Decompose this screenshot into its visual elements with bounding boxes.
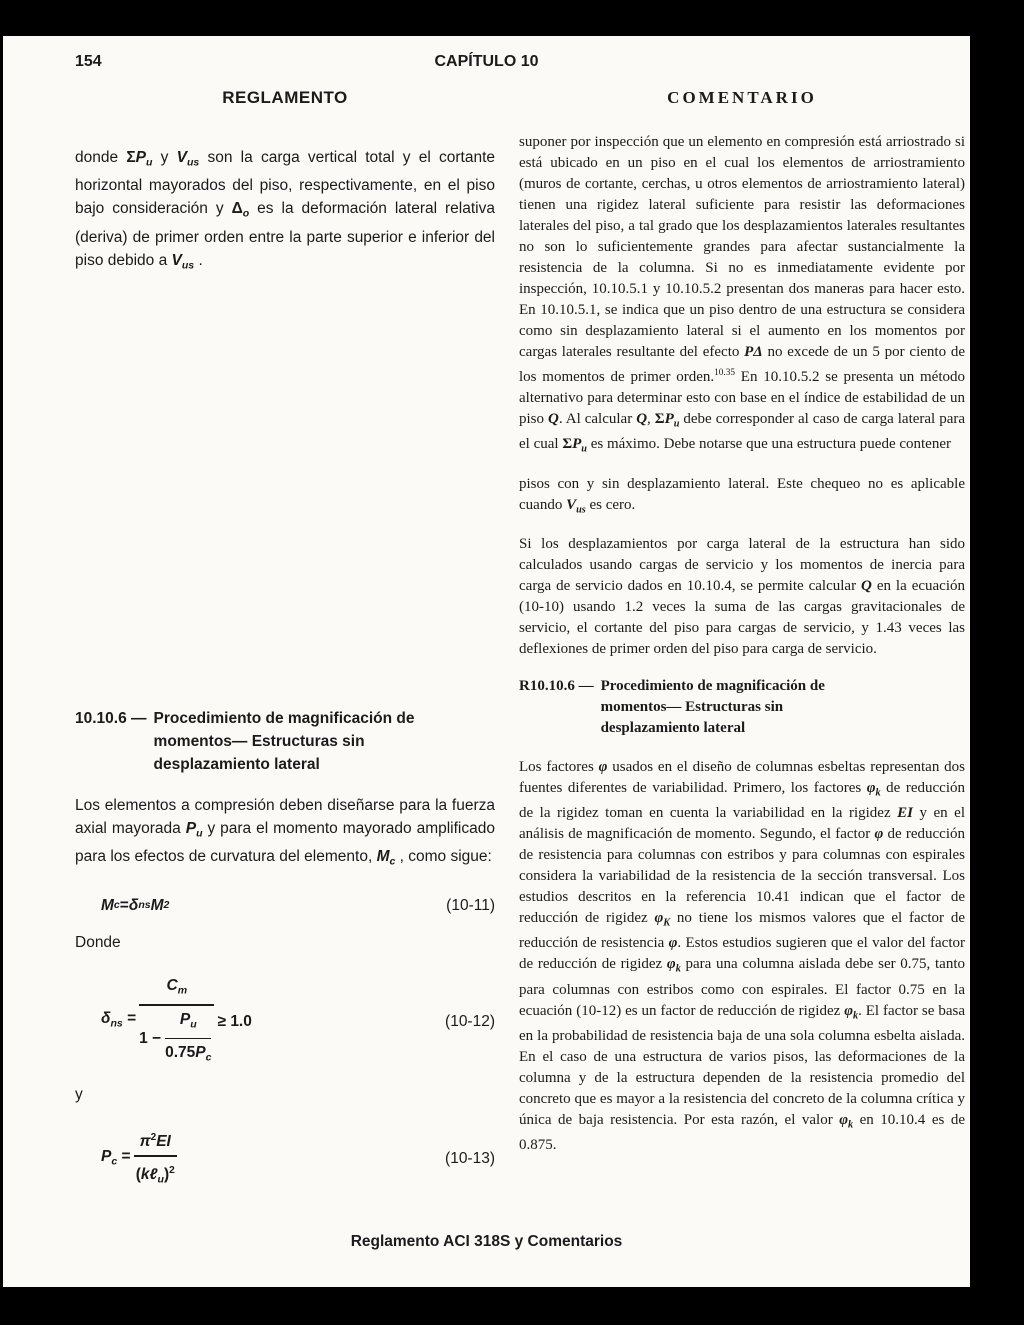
equation-label: (10-12) [445,1012,495,1030]
fraction [139,974,214,1069]
section-title [154,707,415,776]
equation-10-12 [75,974,495,1069]
section-title-line: Procedimiento de magnificación de [153,710,415,728]
word-donde: Donde [75,933,121,951]
paragraph-suponer: suponer por inspección que un elemento en compresión está arriostrado si está ubicado en un piso en el cual los elementos de arriostramiento (muros de cortante, cerchas, u otros elementos de arriostramiento lateral) tienen una rigidez lateral suficiente para resistir las deformaciones laterales del piso, a tal grado que los desplazamientos laterales resultantes no son lo suficientemente grandes para afectar sustancialmente la resistencia de la columna. Si no es inmediatamente evidente por inspección, 10.10.5.1 y 10.10.5.2 presentan dos maneras para hacer esto. En 10.10.5.1, se indica que un piso dentro de una estructura se considera como sin desplazamiento lateral si el aumento en los momentos por cargas laterales resultante del efecto PΔ no excede de un 5 por ciento de los momentos de primer orden.$^{10.35}$ En 10.10.5.2 se presenta un método alternativo para determinar esto con base en el índice de estabilidad de un piso Q. Al calcular Q, $\Sigma P_u$ debe corresponder al caso de carga lateral para el cual $\Sigma P_u$ es máximo. Debe notarse que una estructura puede contener [519,134,966,455]
fraction-denominator: (kℓ$_u$)$^2$ [135,1165,175,1186]
inner-numerator: $P_u$ [165,1008,211,1038]
section-heading-r10-10-6 [519,676,965,739]
page-footer: Reglamento ACI 318S y Comentarios [350,1233,623,1250]
paragraph-pisos: pisos con y sin desplazamiento lateral. Este chequeo no es aplicable cuando $V_{us}$ es cero. [519,475,965,515]
equation-10-11 [75,894,495,917]
comentario-header: COMENTARIO [667,88,817,107]
section-title-line: desplazamiento lateral [153,756,320,774]
equation-body [75,974,252,1069]
section-heading-10-10-6 [75,707,495,776]
two-column-body [3,112,970,1192]
reglamento-header: REGLAMENTO [222,88,348,107]
denominator-prefix: 1 − [139,1030,162,1048]
paragraph-elementos: Los elementos a compresión deben diseñarse para la fuerza axial mayorada $P_u$ y para el momento mayorado amplificado para los efectos de curvatura del elemento, $M_c$ , como sigue: [75,797,495,868]
section-number: 10.10.6 — [75,710,147,728]
document-page [3,36,970,1287]
equation-body: M c = δ ns M 2 [101,896,170,914]
inner-fraction [165,1008,211,1069]
equation-lhs: $P_c$ = [101,1147,131,1167]
paragraph-donde: donde $\Sigma P_u$ y $V_{us}$ son la carga vertical total y el cortante horizontal mayorados del piso, respectivamente, en el piso bajo consideración y $\Delta_o$ es la deformación lateral relativa (deriva) de primer orden entre la parte superior e inferior del piso debido a $V_{us}$ . [75,149,495,272]
section-number: R10.10.6 — [519,677,594,694]
word-y: y [75,1085,83,1103]
column-headers [3,88,970,112]
section-title-line: momentos— Estructuras sin [600,698,784,715]
section-title-line: Procedimiento de magnificación de [600,677,825,694]
fraction-numerator: $\pi^2EI$ [134,1126,177,1157]
page-header [3,36,970,75]
chapter-title: CAPÍTULO 10 [434,53,539,70]
comentario-column [519,112,965,1156]
equation-body [75,1126,180,1192]
page-number: 154 [75,53,102,70]
paragraph-factores: Los factores φ usados en el diseño de columnas esbeltas representan dos fuentes diferentes de variabilidad. Primero, los factores $\varphi_k$ de reducción de la rigidez toman en cuenta la variabilidad en la rigidez EI y en el análisis de magnificación de momento. Segundo, el factor φ de reducción de resistencia para columnas con estribos y para columnas con espirales considera la variabilidad de la resistencia de la sección transversal. Los estudios descritos en la referencia 10.41 indican que el factor de reducción de rigidez $\varphi_K$ no tiene los mismos valores que el factor de reducción de resistencia φ. Estos estudios sugieren que el valor del factor de reducción de rigidez $\varphi_k$ para una columna aislada debe ser 0.75, tanto para columnas con estribos como con espirales. El factor 0.75 en la ecuación (10-12) es un factor de reducción de rigidez $\varphi_k$. El factor se basa en la probabilidad de resistencia baja de una sola columna esbelta aislada. En el caso de una estructura de varios pisos, las deformaciones de la columna y de la estructura dependen de la resistencia promedio del concreto que es mayor a la resistencia del concreto de la columna crítica y única de baja resistencia. Por esta razón, el valor $\varphi_k$ en 10.10.4 es de 0.875. [519,758,966,1153]
fraction-numerator: $C_m$ [139,974,214,1006]
section-title [601,676,825,739]
fraction [134,1126,177,1192]
section-title-line: desplazamiento lateral [600,719,746,736]
equation-10-13 [75,1126,495,1192]
equation-label: (10-11) [446,896,495,914]
equation-condition: ≥ 1.0 [217,1012,252,1030]
reglamento-column [75,112,495,1192]
inner-denominator: $0.75P_c$ [165,1043,212,1063]
paragraph-desplazamientos: Si los desplazamientos por carga lateral de la estructura han sido calculados usando cargas de servicio y los momentos de inercia para carga de servicio dados en 10.10.4, se permite calcular Q en la ecuación (10-10) usando 1.2 veces la suma de las cargas gravitacionales de servicio, el cortante del piso para cargas de servicio, y 1.43 veces las deflexiones de primer orden del piso para carga de servicio. [519,535,965,657]
fraction-denominator [139,1006,214,1069]
section-title-line: momentos— Estructuras sin [153,733,365,751]
equation-label: (10-13) [445,1150,495,1168]
equation-lhs: $\delta_{ns}$ = [101,1010,137,1030]
